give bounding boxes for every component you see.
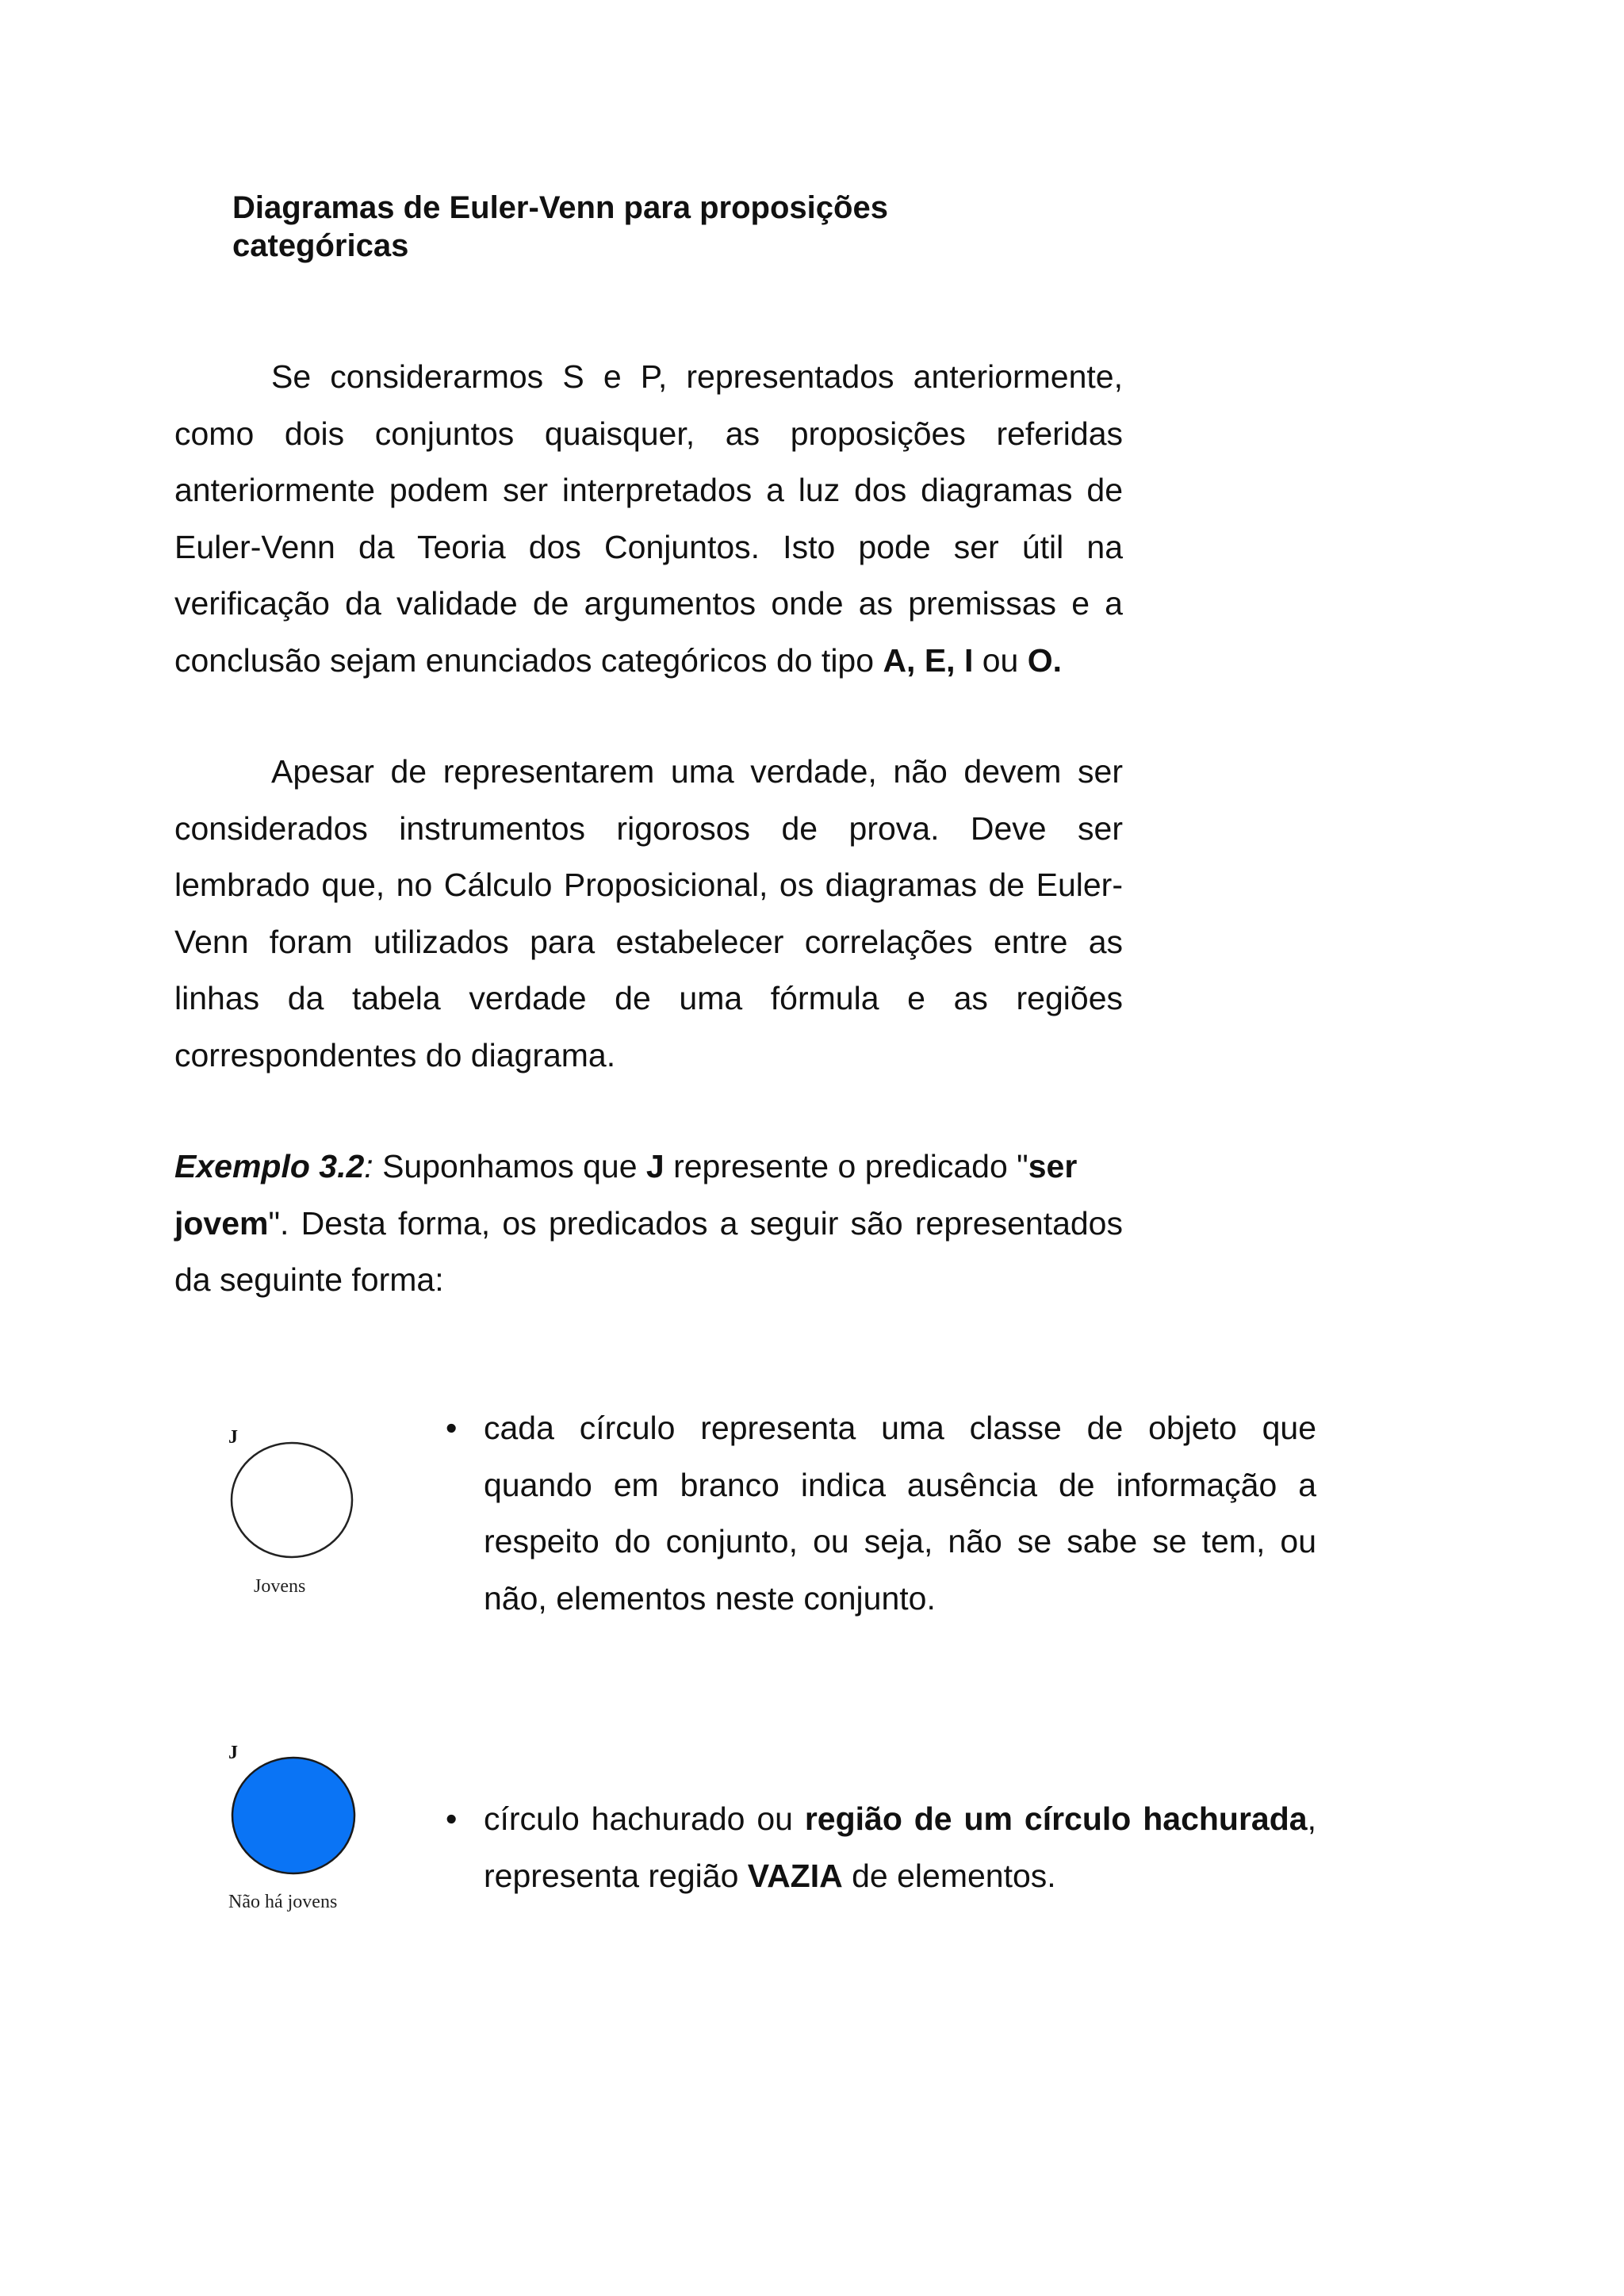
- paragraph-example: [174, 1138, 1123, 1309]
- example-text-3: ". Desta forma, os predicados a seguir são representados da seguinte forma:: [174, 1204, 1123, 1298]
- paragraph-2: [174, 744, 1123, 1084]
- caption-nao-ha-jovens: Não há jovens: [228, 1892, 338, 1912]
- shaded-circle: [232, 1758, 354, 1873]
- empty-circle: [232, 1443, 352, 1557]
- predicate-jovem: jovem: [174, 1204, 269, 1242]
- example-text-2: represente o predicado ": [664, 1148, 1028, 1184]
- bullet-text-1: cada círculo representa uma classe de objeto que quando em branco indica ausência de informação a respeito do conjunto, ou seja, não se sabe se tem, ou não, elementos neste conjunto.: [484, 1410, 1316, 1617]
- set-label-j: J: [228, 1427, 238, 1448]
- categorical-types: A, E, I: [883, 641, 974, 679]
- bullet-2-text-2: , representa região: [484, 1800, 1316, 1894]
- venn-figure-shaded: [214, 1735, 389, 1925]
- example-text-1: Suponhamos que: [373, 1148, 646, 1184]
- venn-shaded-svg: [214, 1735, 389, 1925]
- bullet-2-bold-2: VAZIA: [747, 1857, 843, 1894]
- paragraph-2-text: Apesar de representarem uma verdade, não devem ser considerados instrumentos rigorosos de prova. Deve ser lembrado que, no Cálculo Proposicional, os diagramas de Euler-Venn foram utilizados para estabelecer correlações entre as linhas da tabela verdade de uma fórmula e as regiões correspondentes do diagrama.: [174, 753, 1123, 1073]
- bullet-text-2: [484, 1791, 1316, 1904]
- paragraph-1-text: Se considerarmos S e P, representados anteriormente, como dois conjuntos quaisquer, as proposições referidas anteriormente podem ser interpretados a luz dos diagramas de Euler-Venn da Teoria dos Conjuntos. Isto pode ser útil na verificação da validade de argumentos onde as premissas e a conclusão sejam enunciados categóricos do tipo: [174, 358, 1123, 679]
- section-heading: [232, 189, 1025, 265]
- heading-line-1: Diagramas de Euler-Venn para proposições: [232, 190, 888, 225]
- example-label: Exemplo 3.2: [174, 1148, 365, 1184]
- categorical-type-o: O.: [1027, 641, 1063, 679]
- predicate-letter: J: [645, 1148, 665, 1184]
- heading-line-2: categóricas: [232, 228, 409, 263]
- bullet-2-text-1: círculo hachurado ou: [484, 1800, 805, 1837]
- set-label-j: J: [228, 1743, 238, 1763]
- example-colon: :: [364, 1148, 373, 1184]
- paragraph-1-ou: ou: [973, 641, 1028, 679]
- bullet-item-2: [446, 1791, 1316, 1904]
- caption-jovens: Jovens: [254, 1576, 306, 1597]
- predicate-ser: ser: [1028, 1148, 1078, 1184]
- bullet-marker: •: [446, 1410, 458, 1446]
- bullet-2-text-3: de elementos.: [842, 1857, 1056, 1894]
- venn-figure-empty: [214, 1419, 389, 1609]
- bullet-marker: •: [446, 1800, 458, 1837]
- bullet-item-1: [446, 1400, 1316, 1627]
- venn-empty-svg: [214, 1419, 389, 1609]
- bullet-2-bold-1: região de um círculo hachurada: [804, 1800, 1308, 1837]
- paragraph-1: [174, 349, 1123, 689]
